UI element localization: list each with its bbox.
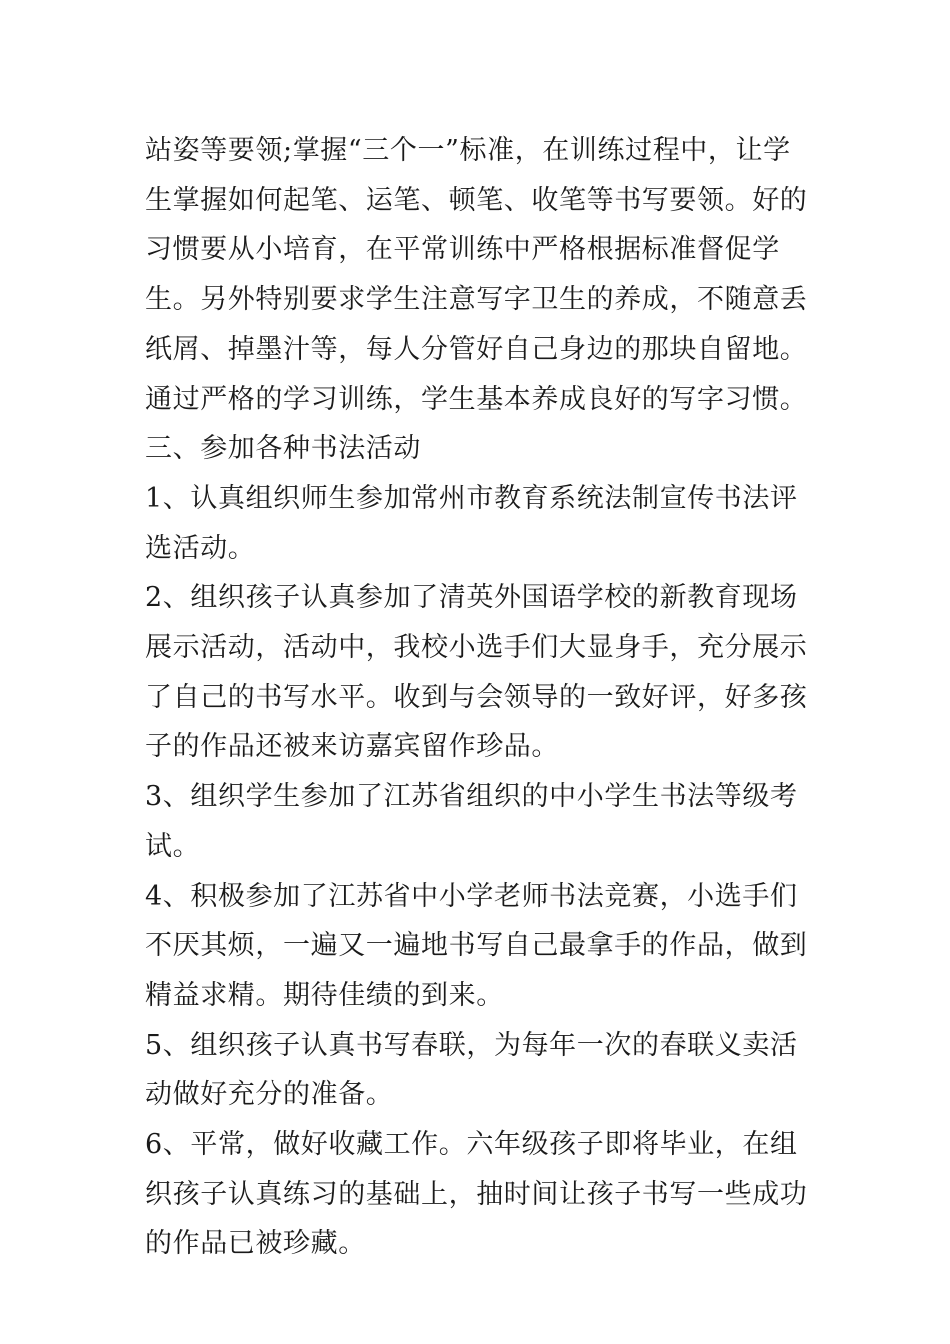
list-item-6: 6、平常，做好收藏工作。六年级孩子即将毕业，在组织孩子认真练习的基础上，抽时间让孩子书写一些成功的作品已被珍藏。 [145,1129,808,1260]
document-body [145,126,810,1269]
list-item-3: 3、组织学生参加了江苏省组织的中小学生书法等级考试。 [145,781,798,862]
section-heading-calligraphy-activities: 三、参加各种书法活动 [145,433,421,465]
list-item-4: 4、积极参加了江苏省中小学老师书法竞赛，小选手们不厌其烦，一遍又一遍地书写自己最拿手的作品，做到精益求精。期待佳绩的到来。 [145,880,808,1011]
list-item-2: 2、组织孩子认真参加了清英外国语学校的新教育现场展示活动，活动中，我校小选手们大显身手，充分展示了自己的书写水平。收到与会领导的一致好评，好多孩子的作品还被来访嘉宾留作珍品。 [145,582,808,763]
paragraph-writing-habits: 站姿等要领;掌握“三个一”标准，在训练过程中，让学生掌握如何起笔、运笔、顿笔、收笔等书写要领。好的习惯要从小培育，在平常训练中严格根据标准督促学生。另外特别要求学生注意写字卫生的养成，不随意丢纸屑、掉墨汁等，每人分管好自己身边的那块自留地。通过严格的学习训练，学生基本养成良好的写字习惯。 [145,135,808,415]
list-item-1: 1、认真组织师生参加常州市教育系统法制宣传书法评选活动。 [145,482,798,564]
list-item-5: 5、组织孩子认真书写春联，为每年一次的春联义卖活动做好充分的准备。 [145,1029,798,1111]
